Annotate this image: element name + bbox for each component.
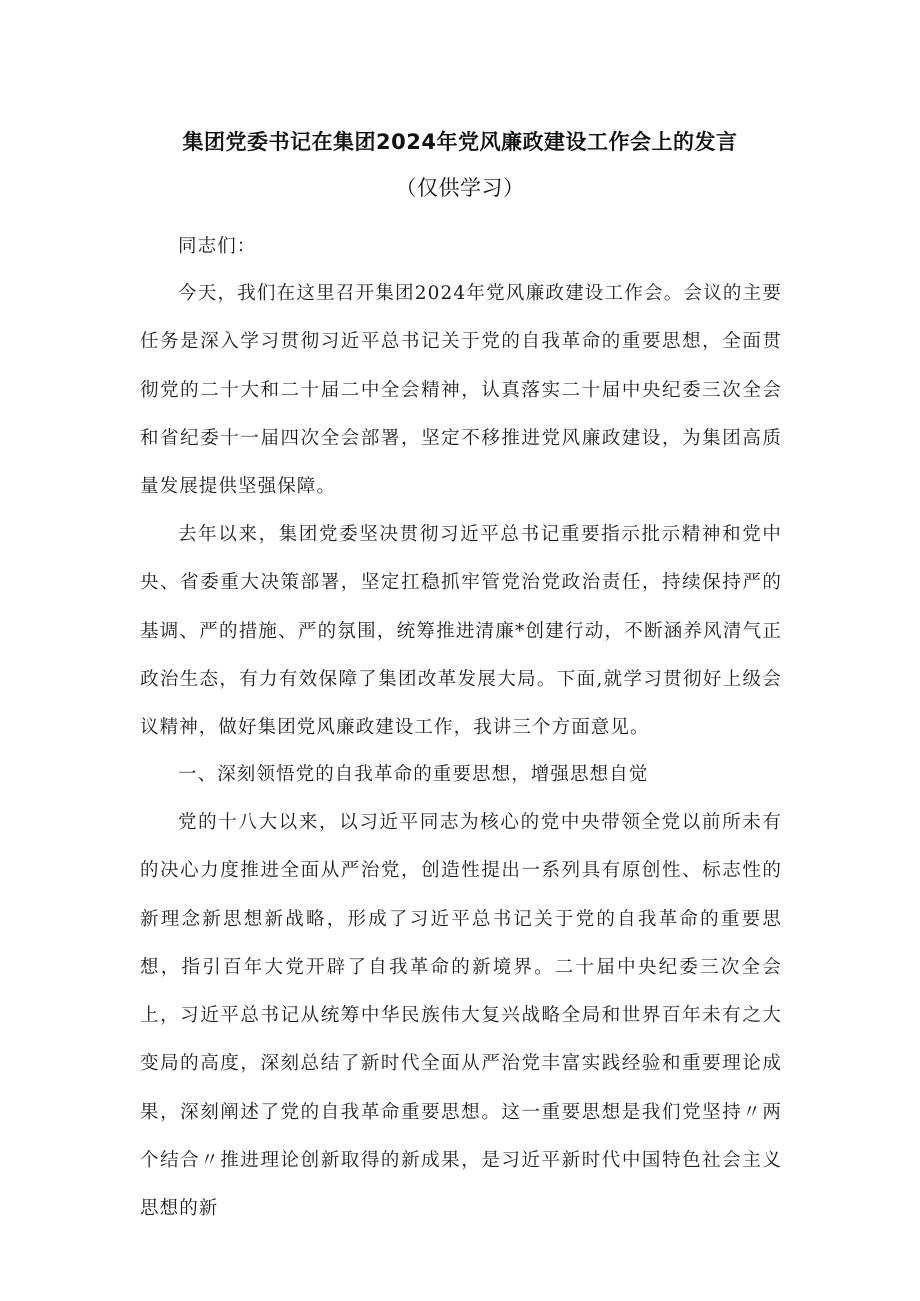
greeting: 同志们： — [178, 236, 257, 257]
document-title: 集团党委书记在集团2024年党风廉政建设工作会上的发言 — [182, 130, 738, 154]
section-heading: 一、深刻领悟党的自我革命的重要思想，增强思想自觉 — [178, 764, 649, 785]
paragraph-1: 今天，我们在这里召开集团2024年党风廉政建设工作会。会议的主要任务是深入学习贯彻习近平总书记关于党的自我革命的重要思想，全面贯彻党的二十大和二十届二中全会精神，认真落实二十届中央纪委三次全会和省纪委十一届四次全会部署，坚定不移推进党风廉政建设，为集团高质量发展提供坚强保障。 — [140, 283, 782, 498]
document-subtitle: （仅供学习） — [395, 176, 525, 200]
paragraph-2: 去年以来，集团党委坚决贯彻习近平总书记重要指示批示精神和党中央、省委重大决策部署，坚定扛稳抓牢管党治党政治责任，持续保持严的基调、严的措施、严的氛围，统筹推进清廉*创建行动，不断涵养风清气正政治生态，有力有效保障了集团改革发展大局。下面,就学习贯彻好上级会议精神，做好集团党风廉政建设工作，我讲三个方面意见。 — [140, 524, 782, 739]
section-paragraph: 党的十八大以来，以习近平同志为核心的党中央带领全党以前所未有的决心力度推进全面从严治党，创造性提出一系列具有原创性、标志性的新理念新思想新战略，形成了习近平总书记关于党的自我革命的重要思想，指引百年大党开辟了自我革命的新境界。二十届中央纪委三次全会上，习近平总书记从统筹中华民族伟大复兴战略全局和世界百年未有之大变局的高度，深刻总结了新时代全面从严治党丰富实践经验和重要理论成果，深刻阐述了党的自我革命重要思想。这一重要思想是我们党坚持〃两个结合〃推进理论创新取得的新成果，是习近平新时代中国特色社会主义思想的新 — [140, 812, 782, 1220]
